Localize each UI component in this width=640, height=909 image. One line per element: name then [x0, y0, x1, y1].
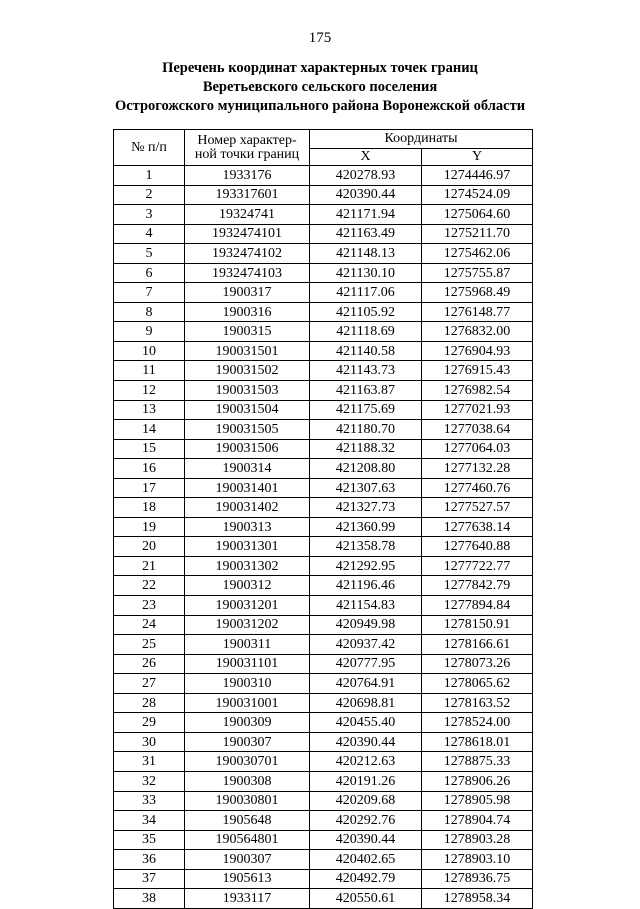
cell-row-number: 24 [114, 615, 185, 635]
cell-x: 420550.61 [310, 889, 422, 909]
cell-y: 1277638.14 [422, 517, 533, 537]
header-point-number-line-2: ной точки границ [194, 146, 300, 162]
cell-x: 421175.69 [310, 400, 422, 420]
table-row [114, 556, 533, 576]
cell-x: 421118.69 [310, 322, 422, 342]
cell-x: 421163.87 [310, 381, 422, 401]
cell-y: 1277527.57 [422, 498, 533, 518]
cell-point-number: 1933176 [185, 166, 310, 186]
cell-point-number: 190031505 [185, 420, 310, 440]
cell-x: 421292.95 [310, 556, 422, 576]
cell-y: 1275755.87 [422, 263, 533, 283]
cell-row-number: 37 [114, 869, 185, 889]
cell-x: 421208.80 [310, 459, 422, 479]
document-title [0, 59, 640, 116]
cell-y: 1276904.93 [422, 341, 533, 361]
table-row [114, 674, 533, 694]
cell-x: 420492.79 [310, 869, 422, 889]
cell-y: 1277132.28 [422, 459, 533, 479]
cell-y: 1278936.75 [422, 869, 533, 889]
table-row [114, 732, 533, 752]
table-row [114, 244, 533, 264]
cell-y: 1277640.88 [422, 537, 533, 557]
cell-y: 1276832.00 [422, 322, 533, 342]
cell-row-number: 15 [114, 439, 185, 459]
cell-row-number: 6 [114, 263, 185, 283]
cell-x: 421307.63 [310, 478, 422, 498]
cell-row-number: 10 [114, 341, 185, 361]
table-row [114, 361, 533, 381]
cell-row-number: 21 [114, 556, 185, 576]
cell-point-number: 190031301 [185, 537, 310, 557]
cell-point-number: 190031504 [185, 400, 310, 420]
table-row [114, 341, 533, 361]
cell-point-number: 1900307 [185, 850, 310, 870]
cell-point-number: 190030701 [185, 752, 310, 772]
cell-point-number: 190564801 [185, 830, 310, 850]
cell-x: 421140.58 [310, 341, 422, 361]
cell-point-number: 1900311 [185, 635, 310, 655]
table-row [114, 850, 533, 870]
table-row [114, 615, 533, 635]
cell-y: 1278166.61 [422, 635, 533, 655]
cell-row-number: 16 [114, 459, 185, 479]
cell-y: 1277038.64 [422, 420, 533, 440]
table-row [114, 576, 533, 596]
cell-row-number: 3 [114, 205, 185, 225]
cell-x: 421360.99 [310, 517, 422, 537]
cell-y: 1276148.77 [422, 302, 533, 322]
cell-y: 1278906.26 [422, 771, 533, 791]
table-row [114, 830, 533, 850]
cell-point-number: 190031201 [185, 596, 310, 616]
cell-point-number: 1932474102 [185, 244, 310, 264]
cell-x: 421117.06 [310, 283, 422, 303]
table-row [114, 166, 533, 186]
cell-y: 1278065.62 [422, 674, 533, 694]
cell-point-number: 1932474103 [185, 263, 310, 283]
cell-y: 1278904.74 [422, 811, 533, 831]
cell-row-number: 31 [114, 752, 185, 772]
cell-row-number: 34 [114, 811, 185, 831]
cell-x: 421143.73 [310, 361, 422, 381]
cell-point-number: 190031506 [185, 439, 310, 459]
header-point-number [185, 130, 310, 166]
table-row [114, 693, 533, 713]
title-line-1: Перечень координат характерных точек границ [162, 60, 478, 76]
cell-row-number: 13 [114, 400, 185, 420]
cell-x: 420390.44 [310, 732, 422, 752]
table-row [114, 283, 533, 303]
cell-x: 420777.95 [310, 654, 422, 674]
cell-y: 1278524.00 [422, 713, 533, 733]
cell-y: 1275211.70 [422, 224, 533, 244]
cell-x: 420764.91 [310, 674, 422, 694]
cell-y: 1274446.97 [422, 166, 533, 186]
table-row [114, 478, 533, 498]
cell-row-number: 11 [114, 361, 185, 381]
cell-y: 1278618.01 [422, 732, 533, 752]
cell-x: 420191.26 [310, 771, 422, 791]
table-row [114, 537, 533, 557]
cell-point-number: 190031202 [185, 615, 310, 635]
cell-row-number: 12 [114, 381, 185, 401]
cell-point-number: 1900314 [185, 459, 310, 479]
cell-x: 421148.13 [310, 244, 422, 264]
cell-y: 1274524.09 [422, 185, 533, 205]
cell-x: 420390.44 [310, 185, 422, 205]
cell-point-number: 1900313 [185, 517, 310, 537]
cell-row-number: 4 [114, 224, 185, 244]
cell-point-number: 190030801 [185, 791, 310, 811]
cell-row-number: 5 [114, 244, 185, 264]
cell-y: 1275064.60 [422, 205, 533, 225]
table-row [114, 205, 533, 225]
cell-x: 420212.63 [310, 752, 422, 772]
cell-row-number: 23 [114, 596, 185, 616]
cell-x: 421105.92 [310, 302, 422, 322]
table-row [114, 322, 533, 342]
cell-row-number: 29 [114, 713, 185, 733]
table-row [114, 752, 533, 772]
table-row [114, 635, 533, 655]
cell-row-number: 18 [114, 498, 185, 518]
cell-row-number: 38 [114, 889, 185, 909]
cell-y: 1277460.76 [422, 478, 533, 498]
cell-row-number: 32 [114, 771, 185, 791]
cell-x: 421358.78 [310, 537, 422, 557]
table-row [114, 889, 533, 909]
cell-row-number: 2 [114, 185, 185, 205]
cell-x: 421130.10 [310, 263, 422, 283]
cell-row-number: 7 [114, 283, 185, 303]
title-line-2: Веретьевского сельского поселения [202, 79, 438, 95]
cell-row-number: 25 [114, 635, 185, 655]
cell-row-number: 9 [114, 322, 185, 342]
cell-point-number: 190031503 [185, 381, 310, 401]
table-row [114, 713, 533, 733]
cell-y: 1276915.43 [422, 361, 533, 381]
table-row [114, 654, 533, 674]
cell-y: 1278163.52 [422, 693, 533, 713]
cell-row-number: 19 [114, 517, 185, 537]
table-row [114, 302, 533, 322]
cell-y: 1278073.26 [422, 654, 533, 674]
cell-row-number: 35 [114, 830, 185, 850]
cell-y: 1278903.28 [422, 830, 533, 850]
cell-point-number: 190031401 [185, 478, 310, 498]
cell-x: 421196.46 [310, 576, 422, 596]
cell-point-number: 1900310 [185, 674, 310, 694]
cell-point-number: 190031502 [185, 361, 310, 381]
cell-row-number: 28 [114, 693, 185, 713]
cell-y: 1277064.03 [422, 439, 533, 459]
cell-point-number: 190031001 [185, 693, 310, 713]
cell-y: 1275968.49 [422, 283, 533, 303]
cell-y: 1278958.34 [422, 889, 533, 909]
table-row [114, 517, 533, 537]
cell-x: 420937.42 [310, 635, 422, 655]
table-row [114, 381, 533, 401]
cell-point-number: 1900307 [185, 732, 310, 752]
cell-y: 1277722.77 [422, 556, 533, 576]
cell-row-number: 27 [114, 674, 185, 694]
cell-x: 420390.44 [310, 830, 422, 850]
cell-point-number: 190031302 [185, 556, 310, 576]
cell-row-number: 1 [114, 166, 185, 186]
table-row [114, 185, 533, 205]
cell-x: 420402.65 [310, 850, 422, 870]
cell-point-number: 1905648 [185, 811, 310, 831]
cell-row-number: 17 [114, 478, 185, 498]
table-row [114, 224, 533, 244]
cell-y: 1277842.79 [422, 576, 533, 596]
table-row [114, 791, 533, 811]
cell-row-number: 33 [114, 791, 185, 811]
cell-x: 420292.76 [310, 811, 422, 831]
cell-x: 420698.81 [310, 693, 422, 713]
cell-x: 420209.68 [310, 791, 422, 811]
cell-y: 1278150.91 [422, 615, 533, 635]
header-y: Y [422, 149, 533, 166]
cell-point-number: 193317601 [185, 185, 310, 205]
cell-y: 1278903.10 [422, 850, 533, 870]
cell-row-number: 36 [114, 850, 185, 870]
coordinates-table [113, 129, 533, 909]
table-row [114, 459, 533, 479]
cell-point-number: 1900317 [185, 283, 310, 303]
cell-y: 1277894.84 [422, 596, 533, 616]
table-row [114, 400, 533, 420]
cell-point-number: 1900315 [185, 322, 310, 342]
cell-x: 421180.70 [310, 420, 422, 440]
cell-x: 420949.98 [310, 615, 422, 635]
header-x: X [310, 149, 422, 166]
cell-point-number: 1900312 [185, 576, 310, 596]
cell-x: 421327.73 [310, 498, 422, 518]
cell-point-number: 1905613 [185, 869, 310, 889]
table-row [114, 420, 533, 440]
cell-point-number: 190031501 [185, 341, 310, 361]
cell-point-number: 19324741 [185, 205, 310, 225]
table-row [114, 439, 533, 459]
cell-point-number: 1933117 [185, 889, 310, 909]
cell-point-number: 1932474101 [185, 224, 310, 244]
title-line-3: Острогожского муниципального района Воронежской области [114, 98, 526, 114]
cell-x: 421163.49 [310, 224, 422, 244]
header-point-number-line-1: Номер характер- [197, 132, 297, 148]
table-row [114, 263, 533, 283]
cell-y: 1277021.93 [422, 400, 533, 420]
cell-point-number: 1900308 [185, 771, 310, 791]
header-coordinates: Координаты [310, 130, 533, 149]
cell-row-number: 22 [114, 576, 185, 596]
page-number: 175 [308, 30, 332, 46]
cell-row-number: 30 [114, 732, 185, 752]
cell-row-number: 20 [114, 537, 185, 557]
header-row-number: № п/п [114, 130, 185, 166]
cell-y: 1278905.98 [422, 791, 533, 811]
table-row [114, 811, 533, 831]
cell-x: 420278.93 [310, 166, 422, 186]
cell-row-number: 14 [114, 420, 185, 440]
cell-row-number: 8 [114, 302, 185, 322]
table-row [114, 869, 533, 889]
table-row [114, 596, 533, 616]
cell-x: 421188.32 [310, 439, 422, 459]
cell-point-number: 190031402 [185, 498, 310, 518]
table-body [114, 166, 533, 909]
cell-x: 421154.83 [310, 596, 422, 616]
cell-row-number: 26 [114, 654, 185, 674]
cell-x: 421171.94 [310, 205, 422, 225]
table-row [114, 498, 533, 518]
cell-x: 420455.40 [310, 713, 422, 733]
cell-point-number: 1900316 [185, 302, 310, 322]
cell-y: 1275462.06 [422, 244, 533, 264]
cell-y: 1278875.33 [422, 752, 533, 772]
cell-point-number: 1900309 [185, 713, 310, 733]
cell-point-number: 190031101 [185, 654, 310, 674]
table-row [114, 771, 533, 791]
cell-y: 1276982.54 [422, 381, 533, 401]
